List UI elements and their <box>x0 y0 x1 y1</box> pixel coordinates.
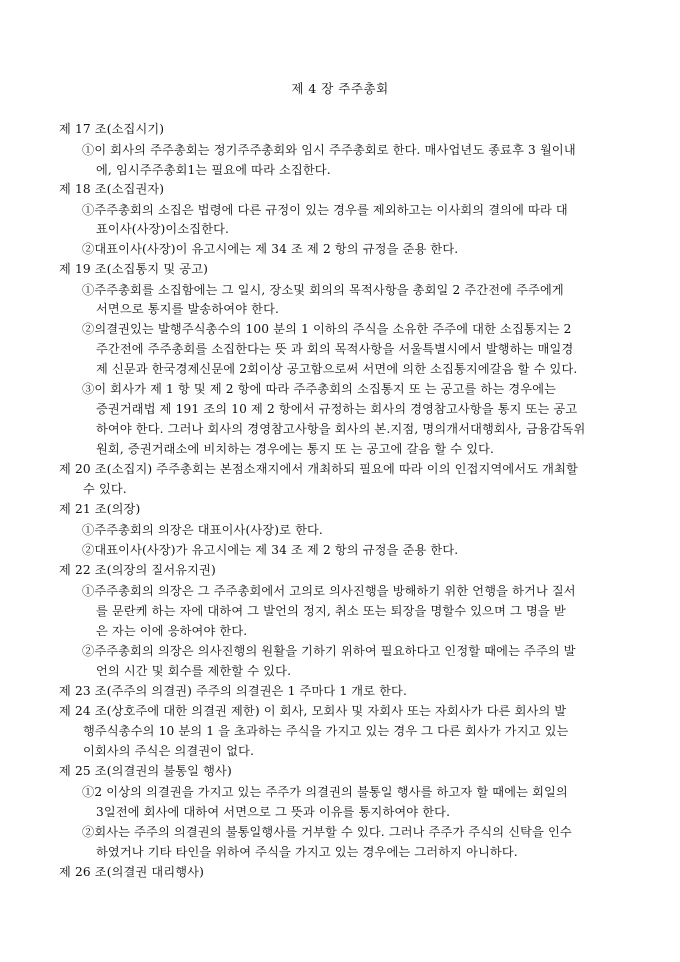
article-19-item-2-cont-1: 주간전에 주주총회를 소집한다는 뜻 과 회의 목적사항을 서울특별시에서 발행하는 매일경 <box>96 342 574 356</box>
article-25-item-1: ①2 이상의 의결권을 가지고 있는 주주가 의결권의 불통일 행사를 하고자 할 때에는 회일의 <box>82 785 568 799</box>
article-22-item-2-cont: 언의 시간 및 회수를 제한할 수 있다. <box>96 664 292 678</box>
article-22-item-1-cont-1: 를 문란케 하는 자에 대하여 그 발언의 정지, 취소 또는 퇴장을 명할수 있으며 그 명을 받 <box>96 604 566 618</box>
article-17-heading: 제 17 조(소집시기) <box>59 122 165 136</box>
article-21-item-1: ①주주총회의 의장은 대표이사(사장)로 한다. <box>82 523 323 537</box>
article-22-item-1-cont-2: 은 자는 이에 응하여야 한다. <box>96 624 248 638</box>
article-19-item-3-cont-3: 원회, 증권거래소에 비치하는 경우에는 통지 또 는 공고에 갈음 할 수 있다. <box>96 442 495 456</box>
article-19-item-3: ③이 회사가 제 1 항 및 제 2 항에 따라 주주총회의 소집통지 또 는 공고를 하는 경우에는 <box>82 382 557 396</box>
article-18-item-1-cont: 표이사(사장)이소집한다. <box>96 222 230 236</box>
article-25-item-1-cont: 3일전에 회사에 대하여 서면으로 그 뜻과 이유를 통지하여야 한다. <box>96 805 451 819</box>
article-18-item-2: ②대표이사(사장)이 유고시에는 제 34 조 제 2 항의 규정을 준용 한다. <box>82 242 459 256</box>
article-19-item-1-cont: 서면으로 통지를 발송하여야 한다. <box>96 302 280 316</box>
article-17-item-1: ①이 회사의 주주총회는 정기주주총회와 임시 주주총회로 한다. 매사업년도 종료후 3 월이내 <box>82 143 576 157</box>
article-25-item-2-cont: 하였거나 기타 타인을 위하여 주식을 가지고 있는 경우에는 그러하지 아니하다. <box>96 845 518 859</box>
article-24-heading: 제 24 조(상호주에 대한 의결권 제한) 이 회사, 모회사 및 자회사 또는 자회사가 다른 회사의 발 <box>59 704 567 718</box>
article-17-item-1-cont: 에, 임시주주총회1는 필요에 따라 소집한다. <box>96 163 331 177</box>
article-18-heading: 제 18 조(소집권자) <box>59 182 165 196</box>
article-22-item-1: ①주주총회의 의장은 그 주주총회에서 고의로 의사진행을 방해하기 위한 언행을 하거나 질서 <box>82 584 576 598</box>
article-18-item-1: ①주주총회의 소집은 법령에 다른 규정이 있는 경우를 제외하고는 이사회의 결의에 따라 대 <box>82 203 568 217</box>
article-19-item-1: ①주주총회를 소집함에는 그 일시, 장소및 회의의 목적사항을 총회일 2 주간전에 주주에게 <box>82 283 564 297</box>
article-20-heading-cont: 수 있다. <box>83 482 127 496</box>
article-19-item-2-cont-2: 제 신문과 한국경제신문에 2회이상 공고함으로써 서면에 의한 소집통지에갈음 할 수 있다. <box>96 362 578 376</box>
article-21-heading: 제 21 조(의장) <box>59 502 141 516</box>
article-24-heading-cont-1: 행주식총수의 10 분의 1 을 초과하는 주식을 가지고 있는 경우 그 다른 회사가 가지고 있는 <box>83 724 569 738</box>
article-26-heading: 제 26 조(의결권 대리행사) <box>59 865 204 879</box>
article-19-item-2: ②의결권있는 발행주식총수의 100 분의 1 이하의 주식을 소유한 주주에 대한 소집통지는 2 <box>82 322 572 336</box>
article-23-heading: 제 23 조(주주의 의결권) 주주의 의결권은 1 주마다 1 개로 한다. <box>59 684 407 698</box>
article-21-item-2: ②대표이사(사장)가 유고시에는 제 34 조 제 2 항의 규정을 준용 한다. <box>82 543 459 557</box>
article-24-heading-cont-2: 이회사의 주식은 의결권이 없다. <box>83 744 255 758</box>
article-19-heading: 제 19 조(소집통지 및 공고) <box>59 262 209 276</box>
article-20-heading: 제 20 조(소집지) 주주총회는 본점소재지에서 개최하되 필요에 따라 이의 인접지역에서도 개최할 <box>59 462 578 476</box>
article-19-item-3-cont-2: 하여야 한다. 그러나 회사의 경영참고사항을 회사의 본.지점, 명의개서대행회사, 금융감독위 <box>96 422 586 436</box>
article-25-item-2: ②회사는 주주의 의결권의 불통일행사를 거부할 수 있다. 그러나 주주가 주식의 신탁을 인수 <box>82 825 572 839</box>
article-25-heading: 제 25 조(의결권의 불통일 행사) <box>59 764 232 778</box>
article-19-item-3-cont-1: 증권거래법 제 191 조의 10 제 2 항에서 규정하는 회사의 경영참고사항을 통지 또는 공고 <box>96 402 578 416</box>
chapter-title: 제 4 장 주주총회 <box>291 81 389 96</box>
article-22-heading: 제 22 조(의장의 질서유지권) <box>59 563 216 577</box>
article-22-item-2: ②주주총회의 의장은 의사진행의 원활을 기하기 위하여 필요하다고 인정할 때에는 주주의 발 <box>82 644 576 658</box>
